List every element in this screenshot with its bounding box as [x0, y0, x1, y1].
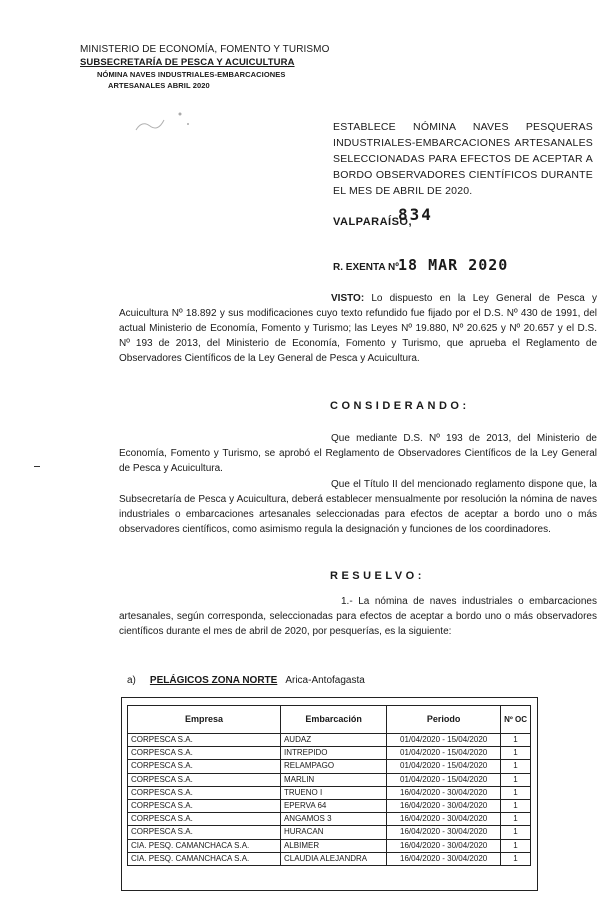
cell-oc: 1	[501, 747, 531, 760]
section-marker: a)	[127, 675, 136, 686]
visto-paragraph	[119, 291, 597, 366]
cell-oc: 1	[501, 760, 531, 773]
cell-embarcacion: ANGAMOS 3	[280, 813, 386, 826]
table-row	[128, 799, 531, 812]
cell-embarcacion: AUDAZ	[280, 734, 386, 747]
resolution-number: 834	[398, 205, 433, 224]
margin-mark	[34, 466, 40, 467]
table-header-row	[128, 706, 531, 734]
cell-empresa: CORPESCA S.A.	[128, 773, 281, 786]
cell-empresa: CORPESCA S.A.	[128, 826, 281, 839]
resuelvo-paragraph-1: 1.- La nómina de naves industriales o embarcaciones artesanales, según corresponda, seleccionadas para efectos de aceptar a bordo uno o más observadores científicos durante el mes de abril de 2020, por pesquerías, es la siguiente:	[119, 596, 597, 637]
cell-empresa: CORPESCA S.A.	[128, 813, 281, 826]
table-row	[128, 734, 531, 747]
cell-periodo: 01/04/2020 - 15/04/2020	[387, 760, 501, 773]
cell-periodo: 01/04/2020 - 15/04/2020	[387, 773, 501, 786]
resolution-date-stamp: 18 MAR 2020	[398, 256, 509, 274]
vessels-table	[127, 705, 531, 866]
section-label: PELÁGICOS ZONA NORTE	[149, 675, 278, 686]
column-header-empresa: Empresa	[128, 706, 281, 734]
column-header-periodo: Periodo	[387, 706, 501, 734]
cell-periodo: 16/04/2020 - 30/04/2020	[387, 852, 501, 865]
column-header-embarcacion: Embarcación	[280, 706, 386, 734]
table-row	[128, 826, 531, 839]
cell-oc: 1	[501, 826, 531, 839]
cell-periodo: 16/04/2020 - 30/04/2020	[387, 839, 501, 852]
visto-text: Lo dispuesto en la Ley General de Pesca y Acuicultura Nº 18.892 y sus modificaciones cuyo texto refundido fue fijado por el D.S. Nº 430 de 1991, del actual Ministerio de Economía, Fomento y Turismo; las Leyes Nº 19.880, Nº 20.625 y Nº 20.657 y el D.S. Nº 193 de 2013, del Ministerio de Economía, Fomento y Turismo, que aprueba el Reglamento de Observadores Científicos de la Ley General de Pesca y Acuicultura.	[119, 293, 597, 364]
ministry-name: MINISTERIO DE ECONOMÍA, FOMENTO Y TURISMO	[80, 44, 330, 55]
cell-empresa: CIA. PESQ. CAMANCHACA S.A.	[128, 852, 281, 865]
cell-oc: 1	[501, 773, 531, 786]
cell-periodo: 01/04/2020 - 15/04/2020	[387, 734, 501, 747]
cell-periodo: 01/04/2020 - 15/04/2020	[387, 747, 501, 760]
table-row	[128, 813, 531, 826]
table-row	[128, 747, 531, 760]
cell-empresa: CORPESCA S.A.	[128, 786, 281, 799]
table-row	[128, 760, 531, 773]
visto-label: VISTO:	[331, 293, 365, 304]
cell-embarcacion: HURACAN	[280, 826, 386, 839]
cell-oc: 1	[501, 786, 531, 799]
cell-embarcacion: CLAUDIA ALEJANDRA	[280, 852, 386, 865]
table-row	[128, 839, 531, 852]
cell-oc: 1	[501, 852, 531, 865]
cell-periodo: 16/04/2020 - 30/04/2020	[387, 813, 501, 826]
considerando-paragraph-2: Que el Título II del mencionado reglamento dispone que, la Subsecretaría de Pesca y Acuicultura, deberá establecer mensualmente por resolución la nómina de naves industriales o embarcaciones artesanales seleccionadas para efectos de aceptar a bordo uno o más observadores científicos, como asimismo regula la designación y funciones de los coordinadores.	[119, 479, 597, 535]
cell-embarcacion: ALBIMER	[280, 839, 386, 852]
resolution-subject: ESTABLECE NÓMINA NAVES PESQUERAS INDUSTRIALES-EMBARCACIONES ARTESANALES SELECCIONADAS PARA EFECTOS DE ACEPTAR A BORDO OBSERVADORES CIENTÍFICOS DURANTE EL MES DE ABRIL DE 2020.	[333, 121, 593, 197]
cell-embarcacion: TRUENO I	[280, 786, 386, 799]
cell-periodo: 16/04/2020 - 30/04/2020	[387, 826, 501, 839]
cell-oc: 1	[501, 813, 531, 826]
exenta-label: R. EXENTA Nº	[333, 262, 399, 273]
considerando-heading: CONSIDERANDO:	[330, 400, 470, 412]
section-heading	[127, 675, 365, 686]
cell-empresa: CORPESCA S.A.	[128, 734, 281, 747]
resuelvo-heading: RESUELVO:	[330, 570, 425, 582]
cell-empresa: CORPESCA S.A.	[128, 747, 281, 760]
undersecretariat-name: SUBSECRETARÍA DE PESCA Y ACUICULTURA	[80, 57, 295, 68]
table-row	[128, 773, 531, 786]
cell-oc: 1	[501, 799, 531, 812]
document-reference-line-2: ARTESANALES ABRIL 2020	[108, 81, 210, 90]
column-header-oc: Nº OC	[501, 706, 531, 734]
cell-empresa: CORPESCA S.A.	[128, 799, 281, 812]
stamp-mark-icon	[130, 100, 200, 140]
cell-embarcacion: EPERVA 64	[280, 799, 386, 812]
document-reference-line-1: NÓMINA NAVES INDUSTRIALES-EMBARCACIONES	[97, 70, 286, 79]
considerando-paragraph-1: Que mediante D.S. Nº 193 de 2013, del Ministerio de Economía, Fomento y Turismo, se aprobó el Reglamento de Observadores Científicos de la Ley General de Pesca y Acuicultura.	[119, 433, 597, 474]
section-region: Arica-Antofagasta	[285, 675, 365, 686]
table-row	[128, 786, 531, 799]
cell-oc: 1	[501, 734, 531, 747]
cell-periodo: 16/04/2020 - 30/04/2020	[387, 799, 501, 812]
cell-embarcacion: RELAMPAGO	[280, 760, 386, 773]
cell-empresa: CIA. PESQ. CAMANCHACA S.A.	[128, 839, 281, 852]
cell-embarcacion: MARLIN	[280, 773, 386, 786]
cell-periodo: 16/04/2020 - 30/04/2020	[387, 786, 501, 799]
place-label: VALPARAÍSO,	[333, 216, 413, 228]
cell-oc: 1	[501, 839, 531, 852]
table-row	[128, 852, 531, 865]
cell-embarcacion: INTREPIDO	[280, 747, 386, 760]
cell-empresa: CORPESCA S.A.	[128, 760, 281, 773]
